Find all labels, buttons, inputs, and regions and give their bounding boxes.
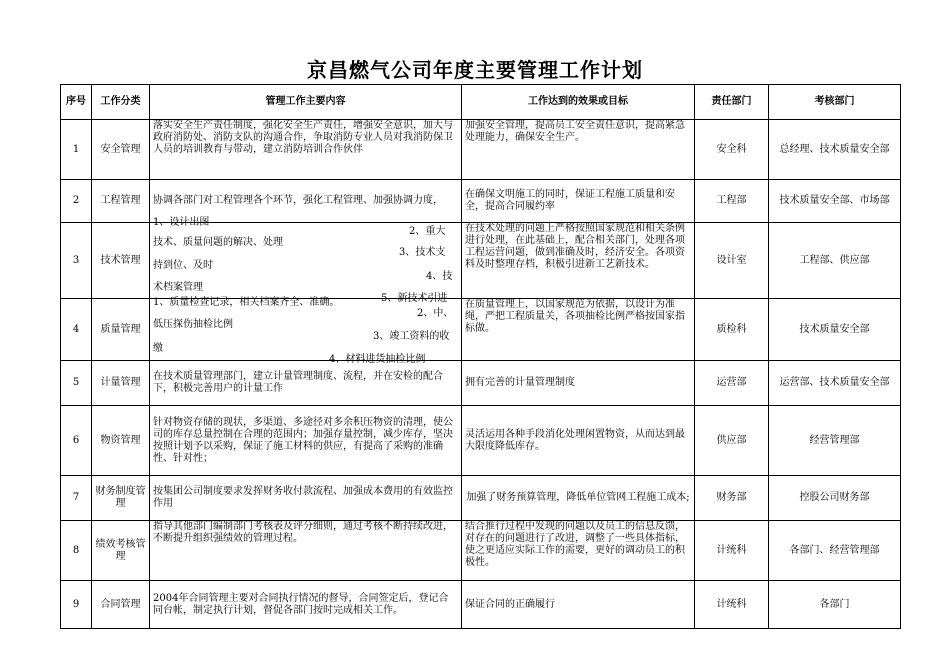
row-goal: 结合推行过程中发现的问题以及员工的信息反馈，对存在的问题进行了改进，调整了一些具体指标，使之更适应实际工作的需要，更好的调动员工的积极性。 — [462, 521, 695, 581]
row-goal: 拥有完善的计量管理制度 — [462, 361, 695, 406]
content-fragment: 缴 — [153, 343, 163, 354]
table-row — [61, 299, 901, 361]
header-goal: 工作达到的效果或目标 — [462, 85, 695, 120]
row-seq: 9 — [61, 581, 92, 629]
content-fragment: 4、技 — [426, 271, 453, 282]
row-category: 安全管理 — [92, 120, 150, 180]
table-row — [61, 581, 901, 629]
content-fragment: 低压探伤抽检比例 — [153, 319, 233, 330]
plan-table — [60, 84, 901, 629]
row-goal: 在技术处理的问题上严格按照国家规范和相关条例进行处理，在此基础上，配合相关部门，处理各项工程运营问题，做到准确及时，经济安全。各项资料及时整理存档，积极引进新工艺新技术。 — [462, 223, 695, 299]
row-evaluator: 工程部、供应部 — [769, 223, 901, 299]
row-content: 按集团公司制度要求发挥财务收付款流程、加强成本费用的有效监控作用 — [150, 476, 462, 521]
row-content: 2004年合同管理主要对合同执行情况的督导，合同签定后，登记合同台帐，制定执行计划，督促各部门按时完成相关工作。 — [150, 581, 462, 629]
row-responsible: 供应部 — [695, 406, 769, 476]
content-fragment: 3、技术支 — [399, 247, 446, 258]
row-goal: 在质量管理上，以国家规范为依据，以设计为准绳，严把工程质量关，各项抽检比例严格按国家指标做。 — [462, 299, 695, 361]
row-goal: 加强了财务预算管理，降低单位管网工程施工成本; — [462, 476, 695, 521]
row-category: 财务制度管理 — [92, 476, 150, 521]
row-responsible: 设计室 — [695, 223, 769, 299]
header-category: 工作分类 — [92, 85, 150, 120]
table-row — [61, 406, 901, 476]
row-seq: 2 — [61, 180, 92, 223]
header-content: 管理工作主要内容 — [150, 85, 462, 120]
row-goal: 保证合同的正确履行 — [462, 581, 695, 629]
row-content: 落实安全生产责任制度，强化安全生产责任，增强安全意识，加大与政府消防处、消防支队的沟通合作，争取消防专业人员对我消防保卫人员的培训教育与带动，建立消防培训合作伙伴 — [150, 120, 462, 180]
table-row — [61, 476, 901, 521]
row-content: 在技术质量管理部门，建立计量管理制度、流程，并在安检的配合下，积极完善用户的计量工作 — [150, 361, 462, 406]
table-row — [61, 521, 901, 581]
content-fragment: 术档案管理 — [153, 282, 203, 293]
row-responsible: 计统科 — [695, 581, 769, 629]
page-title: 京昌燃气公司年度主要管理工作计划 — [307, 58, 643, 82]
row-seq: 6 — [61, 406, 92, 476]
row-content: 针对物资存储的现状，多渠道、多途径对多余积压物资的清理，使公司的库存总量控制在合理的范围内；加强存量控制，减少库存，坚决按照计划予以采购，保证了施工材料的供应，有提高了采购的准确性、针对性； — [150, 406, 462, 476]
row-category: 计量管理 — [92, 361, 150, 406]
row-evaluator: 运营部、技术质量安全部 — [769, 361, 901, 406]
content-fragment: 3、竣工资料的收 — [373, 331, 450, 342]
row-category: 技术管理 — [92, 223, 150, 299]
row-seq: 3 — [61, 223, 92, 299]
row-evaluator: 技术质量安全部、市场部 — [769, 180, 901, 223]
row-seq: 5 — [61, 361, 92, 406]
row-responsible: 安全科 — [695, 120, 769, 180]
row-responsible: 运营部 — [695, 361, 769, 406]
row-evaluator: 技术质量安全部 — [769, 299, 901, 361]
row-goal: 灵活运用各种手段消化处理闲置物资，从而达到最大限度降低库存。 — [462, 406, 695, 476]
row-seq: 8 — [61, 521, 92, 581]
row-goal: 加强安全管理，提高员工安全责任意识，提高紧急处理能力，确保安全生产。 — [462, 120, 695, 180]
row-category: 绩效考核管理 — [92, 521, 150, 581]
row-evaluator: 各部门 — [769, 581, 901, 629]
content-fragment: 技术、质量问题的解决、处理 — [153, 237, 283, 248]
row-responsible: 工程部 — [695, 180, 769, 223]
content-fragment: 5、新技术引进 — [381, 293, 448, 304]
row-category: 物资管理 — [92, 406, 150, 476]
row-goal: 在确保文明施工的同时，保证工程施工质量和安全，提高合同履约率 — [462, 180, 695, 223]
content-fragment: 1、质量检查记录，相关档案齐全、准确。 — [153, 297, 340, 308]
content-fragment: 1、设计出图 — [153, 217, 210, 228]
content-fragment: 持到位、及时 — [153, 260, 213, 271]
row-evaluator: 控股公司财务部 — [769, 476, 901, 521]
row-category: 质量管理 — [92, 299, 150, 361]
row-seq: 4 — [61, 299, 92, 361]
row-responsible: 质检科 — [695, 299, 769, 361]
content-fragment: 4、材料进货抽检比例 — [329, 354, 426, 365]
row-responsible: 计统科 — [695, 521, 769, 581]
row-seq: 1 — [61, 120, 92, 180]
row-content: 指导其他部门编制部门考核表及评分细则，通过考核不断持续改进，不断提升组织强绩效的管理过程。 — [150, 521, 462, 581]
table-row — [61, 120, 901, 180]
row-responsible: 财务部 — [695, 476, 769, 521]
content-fragment: 2、重大 — [409, 226, 446, 237]
content-fragment: 2、中、 — [417, 308, 454, 319]
row-evaluator: 各部门、经营管理部 — [769, 521, 901, 581]
row-content: 协调各部门对工程管理各个环节，强化工程管理、加强协调力度， — [150, 180, 462, 223]
table-row — [61, 223, 901, 299]
header-responsible: 责任部门 — [695, 85, 769, 120]
row-category: 工程管理 — [92, 180, 150, 223]
header-row — [61, 85, 901, 120]
row-evaluator: 经营管理部 — [769, 406, 901, 476]
header-evaluator: 考核部门 — [769, 85, 901, 120]
row-evaluator: 总经理、技术质量安全部 — [769, 120, 901, 180]
table-row — [61, 361, 901, 406]
header-seq: 序号 — [61, 85, 92, 120]
row-category: 合同管理 — [92, 581, 150, 629]
row-seq: 7 — [61, 476, 92, 521]
